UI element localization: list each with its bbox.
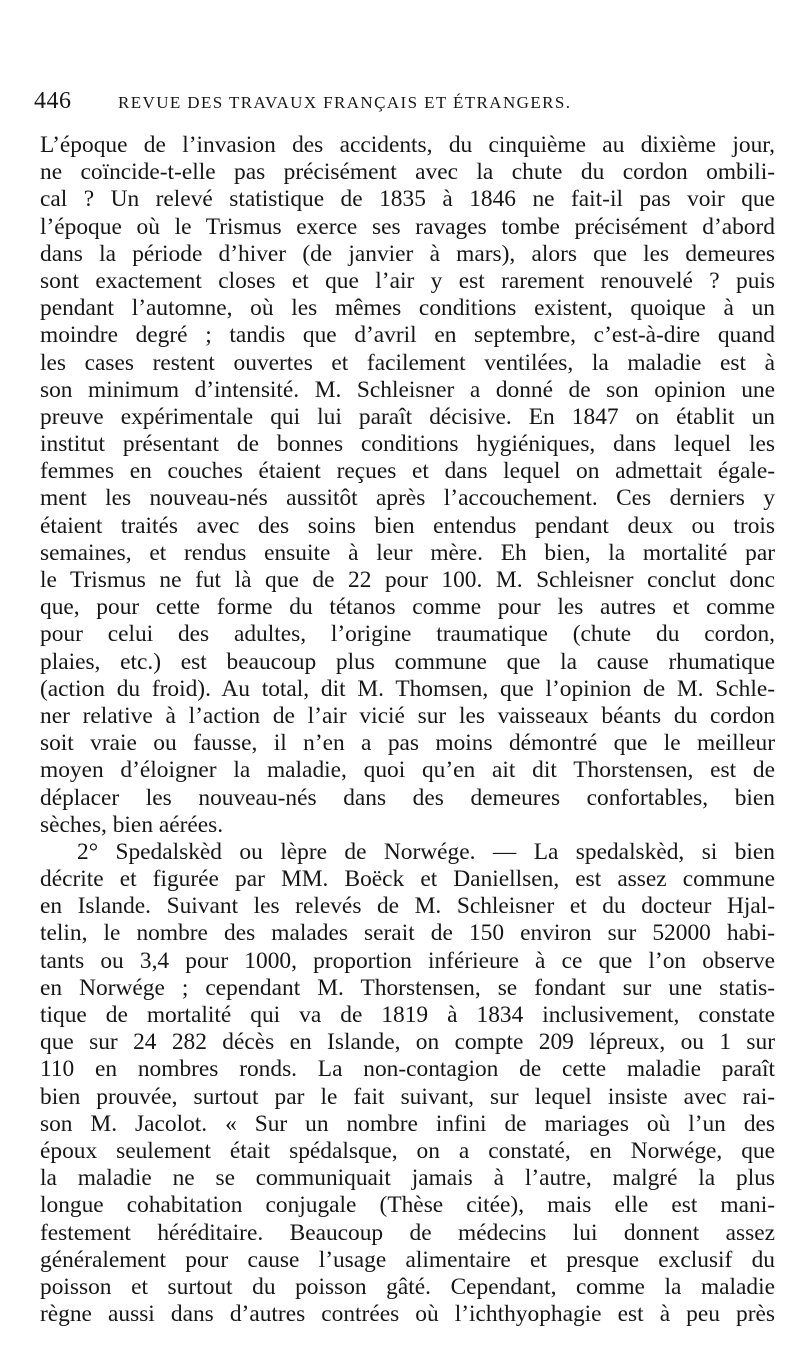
text-line: bien prouvée, surtout par le fait suivant, sur lequel insiste avec rai-: [40, 1083, 775, 1110]
text-line: femmes en couches étaient reçues et dans lequel on admettait égale-: [40, 458, 775, 485]
text-line: en Islande. Suivant les relevés de M. Schleisner et du docteur Hjal-: [40, 893, 775, 920]
text-line: en Norwége ; cependant M. Thorstensen, se fondant sur une statis-: [40, 974, 775, 1001]
text-line: L’époque de l’invasion des accidents, du cinquième au dixième jour,: [40, 132, 775, 158]
text-line: pendant l’automne, où les mêmes conditions existent, quoique à un: [40, 295, 775, 322]
text-line: (action du froid). Au total, dit M. Thomsen, que l’opinion de M. Schle-: [40, 675, 775, 702]
text-line: époux seulement était spédalsque, on a constaté, en Norwége, que: [40, 1137, 775, 1164]
page-number: 446: [34, 88, 72, 114]
text-line: généralement pour cause l’usage alimentaire et presque exclusif du: [40, 1246, 775, 1273]
text-line: 110 en nombres ronds. La non-contagion de cette maladie paraît: [40, 1056, 775, 1083]
text-line: moindre degré ; tandis que d’avril en septembre, c’est-à-dire quand: [40, 322, 775, 349]
text-line: pour celui des adultes, l’origine traumatique (chute du cordon,: [40, 621, 775, 648]
text-line: tants ou 3,4 pour 1000, proportion inférieure à ce que l’on observe: [40, 947, 775, 974]
text-line: moyen d’éloigner la maladie, quoi qu’en ait dit Thorstensen, est de: [40, 757, 775, 784]
text-line: longue cohabitation conjugale (Thèse citée), mais elle est mani-: [40, 1192, 775, 1219]
text-line: les cases restent ouvertes et facilement ventilées, la maladie est à: [40, 349, 775, 376]
running-title: REVUE DES TRAVAUX FRANÇAIS ET ÉTRANGERS.: [118, 93, 572, 112]
text-line: poisson et surtout du poisson gâté. Cependant, comme la maladie: [40, 1273, 775, 1300]
text-line: sont exactement closes et que l’air y est rarement renouvelé ? puis: [40, 267, 775, 294]
text-line: dans la période d’hiver (de janvier à mars), alors que les demeures: [40, 240, 775, 267]
text-line: son minimum d’intensité. M. Schleisner a donné de son opinion une: [40, 376, 775, 403]
text-line: étaient traités avec des soins bien entendus pendant deux ou trois: [40, 512, 775, 539]
text-line: institut présentant de bonnes conditions hygiéniques, dans lequel les: [40, 431, 775, 458]
text-line: tique de mortalité qui va de 1819 à 1834 inclusivement, constate: [40, 1002, 775, 1028]
text-line: ment les nouveau-nés aussitôt après l’accouchement. Ces derniers y: [40, 485, 775, 512]
text-line: cal ? Un relevé statistique de 1835 à 1846 ne fait-il pas voir que: [40, 186, 775, 213]
text-line: preuve expérimentale qui lui paraît décisive. En 1847 on établit un: [40, 403, 775, 430]
text-line: semaines, et rendus ensuite à leur mère. Eh bien, la mortalité par: [40, 539, 775, 566]
body-text: [40, 132, 775, 1328]
text-line: ner relative à l’action de l’air vicié sur les vaisseaux béants du cordon: [40, 702, 775, 729]
text-line: soit vraie ou fausse, il n’en a pas moins démontré que le meilleur: [40, 730, 775, 757]
text-line: festement héréditaire. Beaucoup de médecins lui donnent assez: [40, 1219, 775, 1246]
page-header: [34, 88, 774, 118]
text-line: l’époque où le Trismus exerce ses ravages tombe précisément d’abord: [40, 213, 775, 240]
text-line: règne aussi dans d’autres contrées où l’ichthyophagie est à peu près: [40, 1301, 775, 1328]
text-line: décrite et figurée par MM. Boëck et Daniellsen, est assez commune: [40, 866, 775, 893]
text-line: plaies, etc.) est beaucoup plus commune que la cause rhumatique: [40, 648, 775, 675]
text-line: que, pour cette forme du tétanos comme pour les autres et comme: [40, 594, 775, 621]
text-line: 2° Spedalskèd ou lèpre de Norwége. — La spedalskèd, si bien: [77, 838, 775, 865]
text-line: que sur 24 282 décès en Islande, on compte 209 lépreux, ou 1 sur: [40, 1029, 775, 1056]
text-line: telin, le nombre des malades serait de 150 environ sur 52000 habi-: [40, 920, 775, 947]
text-line: ne coïncide-t-elle pas précisément avec la chute du cordon ombili-: [40, 159, 775, 186]
text-line: le Trismus ne fut là que de 22 pour 100. M. Schleisner conclut donc: [40, 567, 775, 593]
text-line: déplacer les nouveau-nés dans des demeures confortables, bien: [40, 784, 775, 811]
text-line: la maladie ne se communiquait jamais à l’autre, malgré la plus: [40, 1165, 775, 1192]
text-line: sèches, bien aérées.: [40, 811, 224, 838]
text-line: son M. Jacolot. « Sur un nombre infini de mariages où l’un des: [40, 1110, 775, 1137]
